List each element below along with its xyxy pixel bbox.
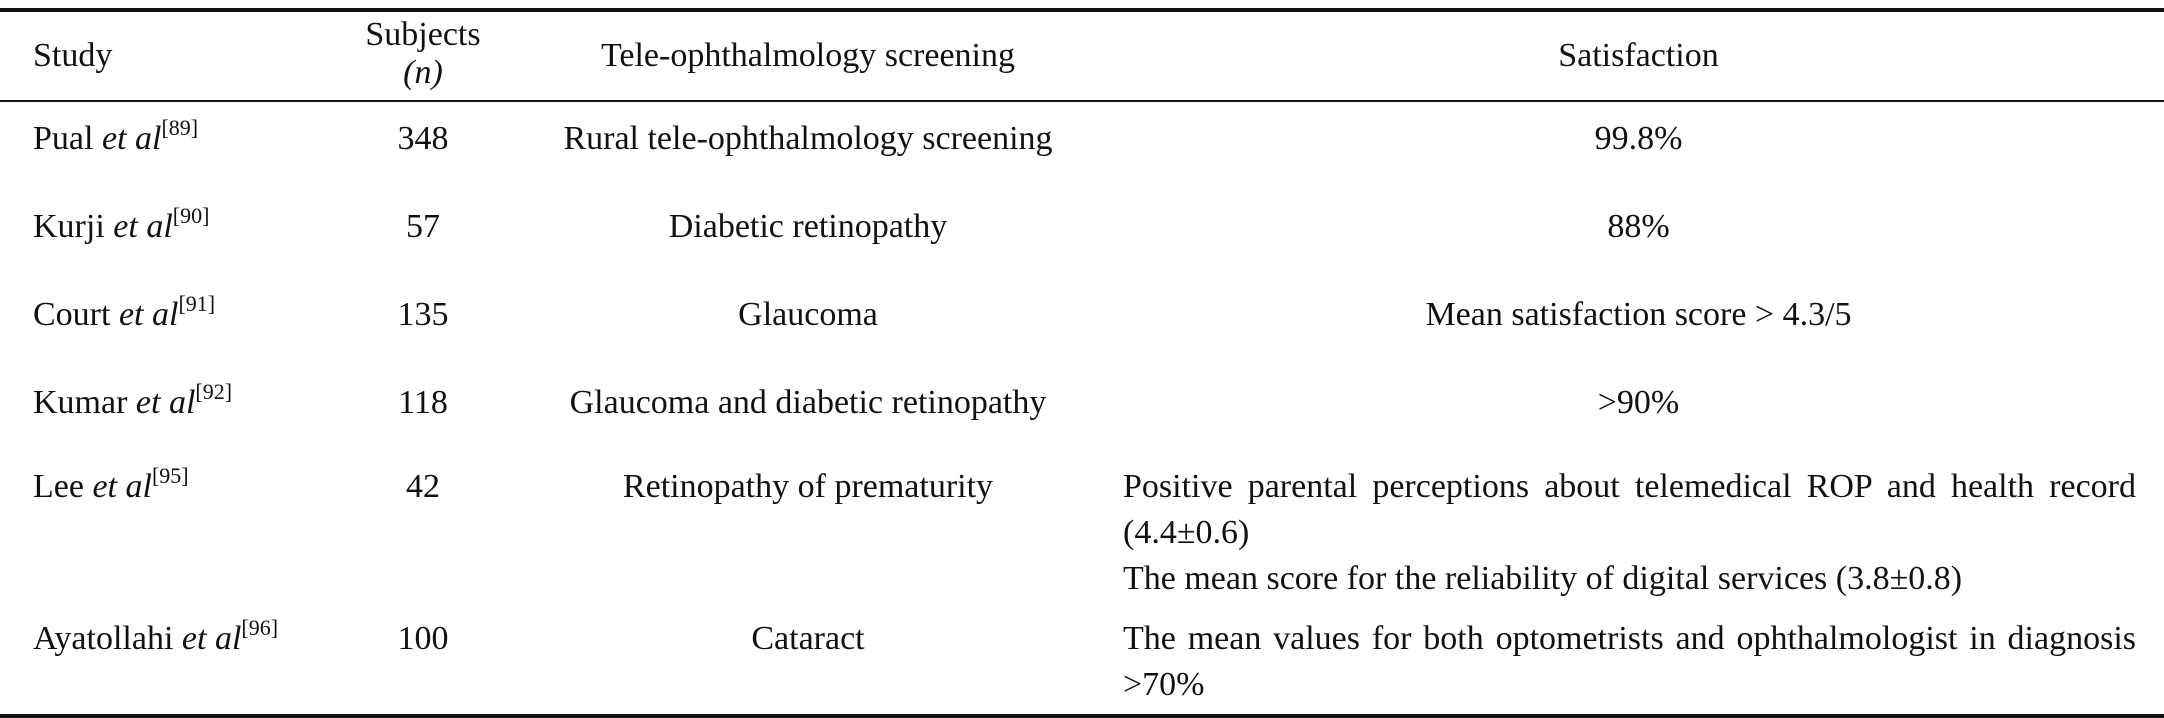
header-subjects (343, 10, 503, 101)
reference-number: [95] (151, 463, 189, 488)
subjects-cell: 57 (406, 208, 440, 245)
study-cell (0, 608, 343, 716)
header-subjects-n: (n) (403, 54, 443, 91)
study-cell (0, 454, 343, 608)
satisfaction-line: 99.8% (1594, 120, 1683, 157)
satisfaction-cell (1113, 278, 2164, 366)
author-name: Ayatollahi (33, 620, 174, 657)
author-name: Kurji (33, 208, 105, 245)
subjects-cell: 118 (398, 384, 448, 421)
study-cell (0, 366, 343, 454)
reference-number: [96] (241, 615, 279, 640)
et-al: et al (135, 384, 196, 421)
et-al: et al (118, 296, 179, 333)
satisfaction-cell (1113, 454, 2164, 608)
header-screening: Tele-ophthalmology screening (601, 37, 1015, 74)
table-row (0, 366, 2164, 454)
table-row (0, 101, 2164, 190)
author-name: Pual (33, 120, 94, 157)
satisfaction-line: 88% (1607, 208, 1670, 245)
subjects-cell: 135 (397, 296, 449, 333)
table-row (0, 278, 2164, 366)
header-row (0, 10, 2164, 101)
table-row (0, 608, 2164, 716)
study-cell (0, 101, 343, 190)
satisfaction-cell (1113, 190, 2164, 278)
satisfaction-cell (1113, 366, 2164, 454)
author-name: Kumar (33, 384, 128, 421)
et-al: et al (92, 468, 152, 505)
header-subjects-label: Subjects (365, 16, 481, 53)
author-name: Court (33, 296, 111, 333)
study-cell (0, 278, 343, 366)
satisfaction-line: >90% (1597, 384, 1680, 421)
satisfaction-line: The mean values for both optometrists and ophthalmologist in diagnosis >70% (1123, 620, 2136, 703)
et-al: et al (113, 208, 173, 245)
screening-cell: Rural tele-ophthalmology screening (563, 120, 1053, 157)
satisfaction-line: Positive parental perceptions about telemedical ROP and health record (4.4±0.6) (1123, 468, 2136, 551)
satisfaction-line: The mean score for the reliability of digital services (3.8±0.8) (1123, 560, 1963, 597)
table-row (0, 454, 2164, 608)
author-name: Lee (33, 468, 84, 505)
reference-number: [92] (195, 379, 233, 404)
study-cell (0, 190, 343, 278)
subjects-cell: 348 (397, 120, 449, 157)
screening-cell: Cataract (751, 620, 865, 657)
screening-cell: Diabetic retinopathy (668, 208, 948, 245)
subjects-cell: 100 (397, 620, 449, 657)
satisfaction-line: Mean satisfaction score > 4.3/5 (1425, 296, 1852, 333)
reference-number: [91] (178, 291, 216, 316)
et-al: et al (181, 620, 242, 657)
table-row (0, 190, 2164, 278)
satisfaction-cell (1113, 608, 2164, 716)
header-satisfaction: Satisfaction (1558, 37, 1719, 74)
screening-cell: Glaucoma and diabetic retinopathy (569, 384, 1047, 421)
satisfaction-cell (1113, 101, 2164, 190)
table-body (0, 101, 2164, 716)
satisfaction-table (0, 8, 2164, 718)
reference-number: [89] (161, 115, 199, 140)
table-header (0, 10, 2164, 101)
et-al: et al (101, 120, 162, 157)
reference-number: [90] (172, 203, 210, 228)
screening-cell: Glaucoma (738, 296, 878, 333)
header-study: Study (33, 37, 113, 74)
subjects-cell: 42 (406, 468, 440, 505)
screening-cell: Retinopathy of prematurity (622, 468, 994, 505)
